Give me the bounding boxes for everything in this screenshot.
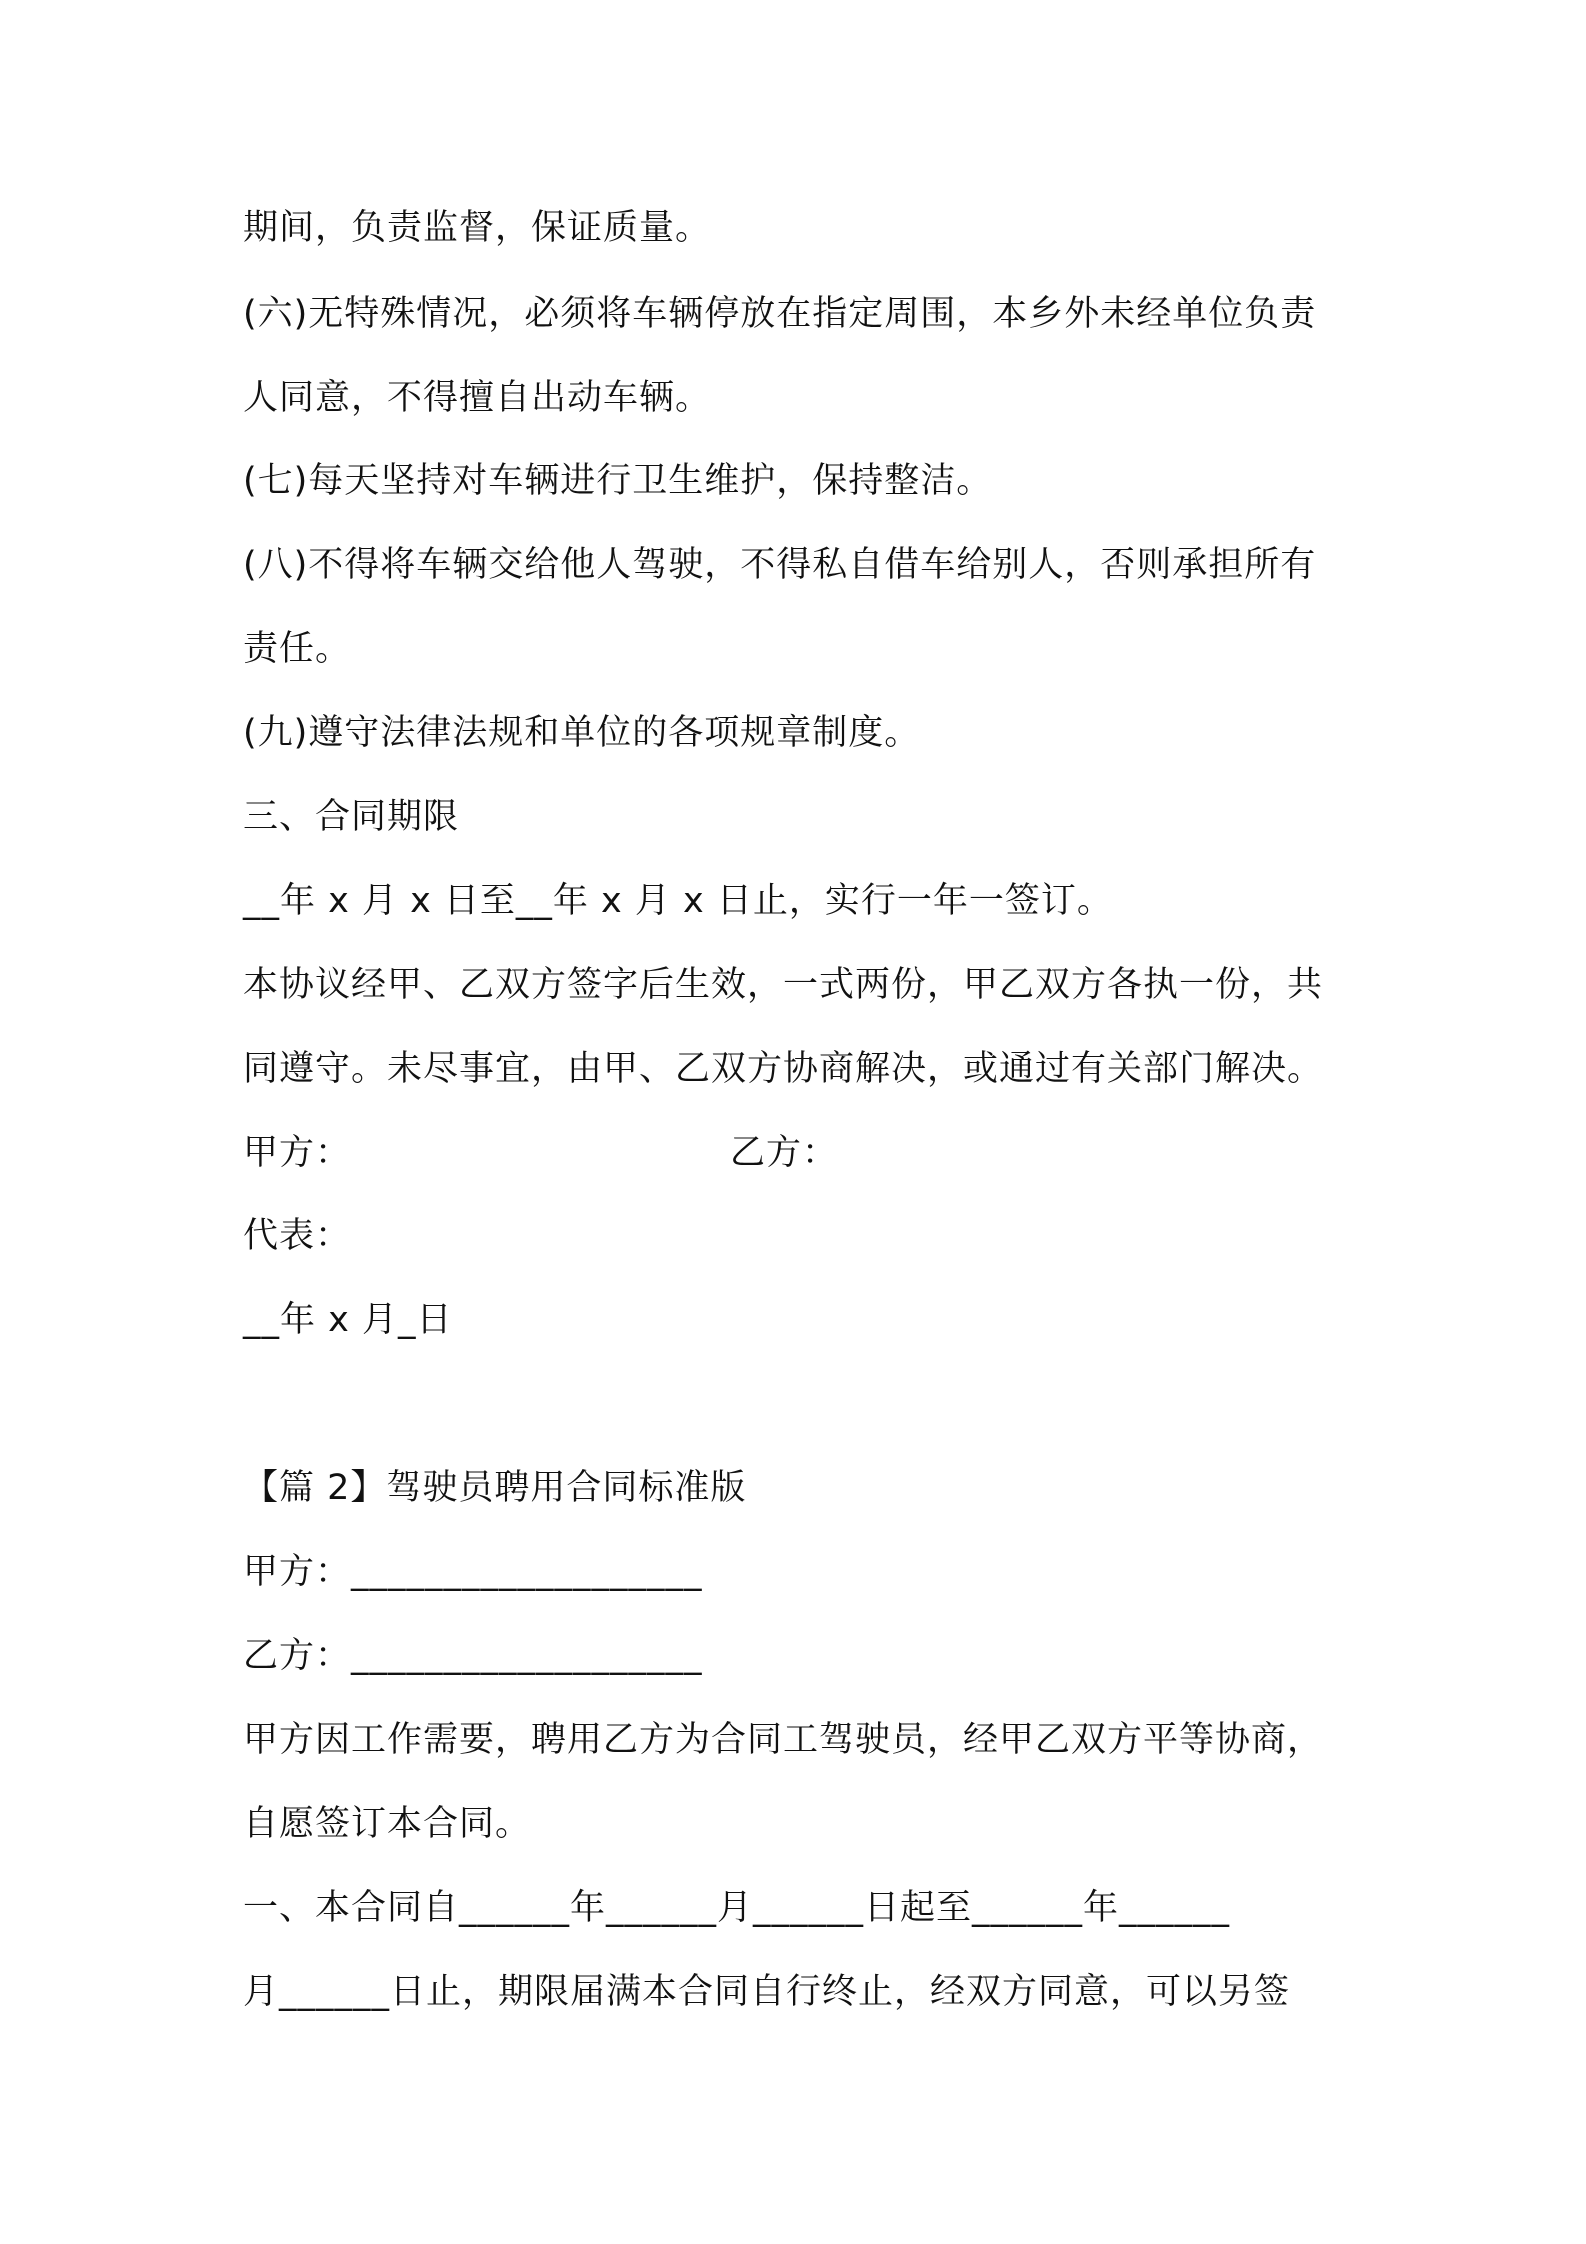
party-a-field: 甲方：___________________ <box>243 1552 703 1592</box>
agreement-line-1: 本协议经甲、乙双方签字后生效，一式两份，甲乙双方各执一份，共 <box>243 965 1324 1005</box>
section-2-intro-line-1: 甲方因工作需要，聘用乙方为合同工驾驶员，经甲乙双方平等协商， <box>243 1720 1324 1760</box>
clause-8-line-2: 责任。 <box>243 629 352 669</box>
section-2-title: 【篇 2】驾驶员聘用合同标准版 <box>243 1468 747 1508</box>
party-b-field: 乙方：___________________ <box>243 1636 703 1676</box>
contract-term-text: __年 x 月 x 日至__年 x 月 x 日止，实行一年一签订。 <box>243 881 1113 921</box>
signature-row <box>243 1129 1403 1177</box>
clause-6-line-1: (六)无特殊情况，必须将车辆停放在指定周围，本乡外未经单位负责 <box>243 294 1317 334</box>
section-2-clause-1-line-1: 一、本合同自______年______月______日起至______年______ <box>243 1888 1231 1928</box>
representative-label: 代表： <box>243 1216 352 1256</box>
section-2-intro-line-2: 自愿签订本合同。 <box>243 1804 532 1844</box>
paragraph-line: 期间，负责监督，保证质量。 <box>243 208 712 248</box>
signature-date: __年 x 月_日 <box>243 1300 453 1340</box>
agreement-line-2: 同遵守。未尽事宜，由甲、乙双方协商解决，或通过有关部门解决。 <box>243 1049 1324 1089</box>
clause-6-line-2: 人同意，不得擅自出动车辆。 <box>243 378 712 418</box>
clause-8-line-1: (八)不得将车辆交给他人驾驶，不得私自借车给别人，否则承担所有 <box>243 545 1317 585</box>
party-a-label: 甲方： <box>243 1133 352 1173</box>
party-b-label: 乙方： <box>730 1133 839 1173</box>
clause-7: (七)每天坚持对车辆进行卫生维护，保持整洁。 <box>243 461 993 501</box>
section-2-clause-1-line-2: 月______日止，期限届满本合同自行终止，经双方同意，可以另签 <box>243 1972 1291 2012</box>
section-heading-contract-term: 三、合同期限 <box>243 797 460 837</box>
clause-9: (九)遵守法律法规和单位的各项规章制度。 <box>243 713 921 753</box>
